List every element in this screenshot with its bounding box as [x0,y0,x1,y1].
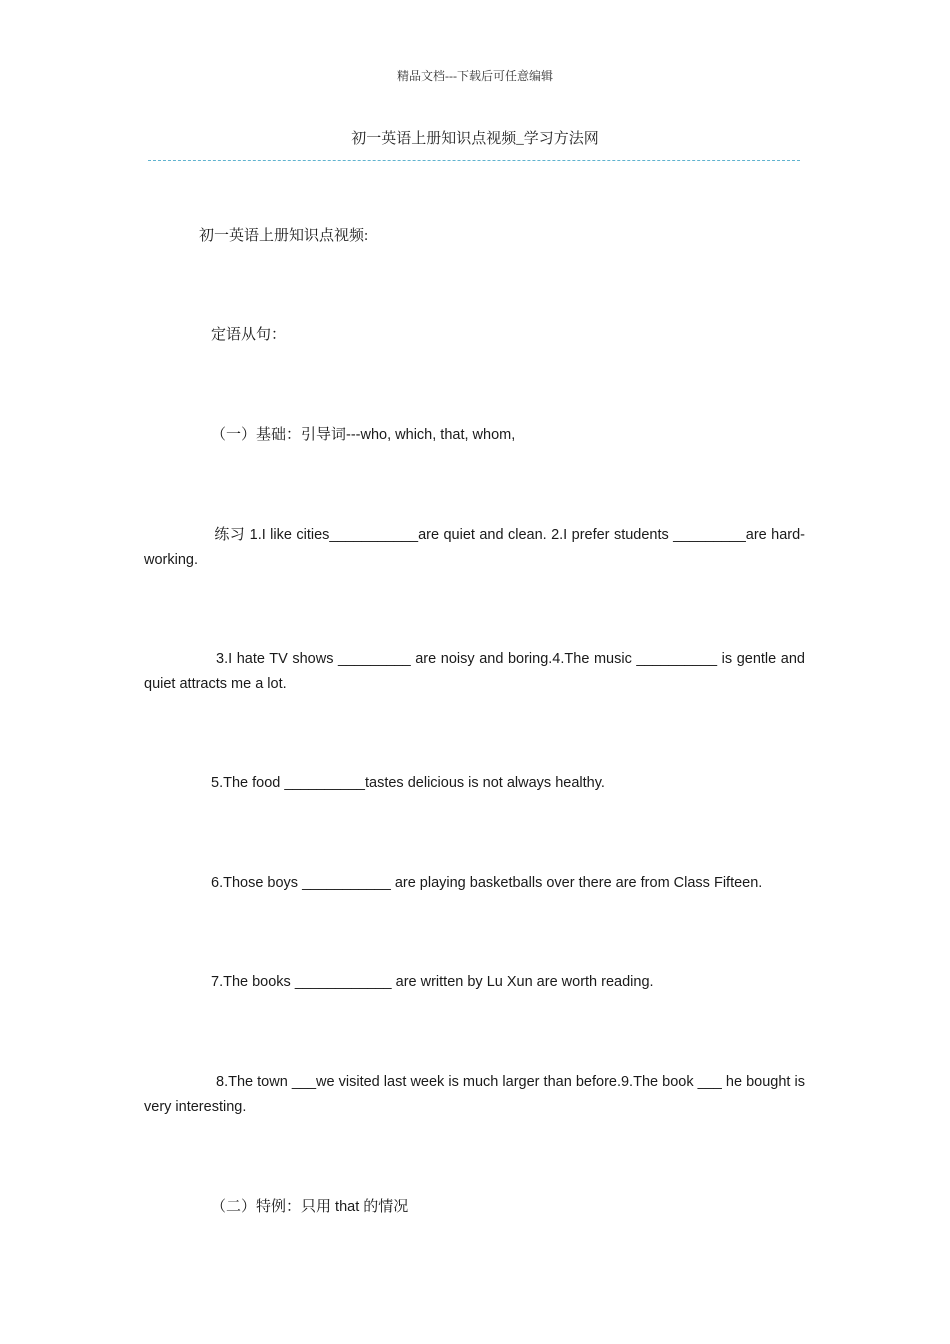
part2-tail: 的情况 [363,1199,409,1215]
part1-heading [211,423,515,448]
exercise-8-9 [144,1070,805,1120]
exercise-1-2 [144,523,805,573]
intro-line: 初一英语上册知识点视频: [199,228,369,244]
exercise-label: 练习 [214,527,246,543]
exercise-8-9-text: 8.The town ___we visited last week is much larger than before.9.The book ___ he bought is very interesting. [144,1074,805,1115]
exercise-6: 6.Those boys ___________ are playing basketballs over there are from Class Fifteen. [211,875,763,891]
exercise-5: 5.The food __________tastes delicious is not always healthy. [211,775,605,791]
exercise-3-4 [144,647,805,697]
part1-label: （一）基础：引导词 [211,427,347,443]
document-title: 初一英语上册知识点视频_学习方法网 [351,131,599,147]
part2-heading [211,1195,408,1220]
exercise-1-2-text: 1.I like cities___________are quiet and clean. 2.I prefer students _________are hard- working. [144,527,805,568]
part1-words: ---who, which, that, whom, [346,427,516,443]
exercise-7: 7.The books ____________ are written by Lu Xun are worth reading. [211,974,654,990]
header-divider [148,160,800,161]
part2-label: （二）特例：只用 [211,1199,332,1215]
exercise-3-4-text: 3.I hate TV shows _________ are noisy and boring.4.The music __________ is gentle and quiet attracts me a lot. [144,651,805,692]
section-heading: 定语从句： [211,327,287,343]
header-note: 精品文档---下载后可任意编辑 [397,69,553,83]
part2-word: that [331,1199,364,1215]
